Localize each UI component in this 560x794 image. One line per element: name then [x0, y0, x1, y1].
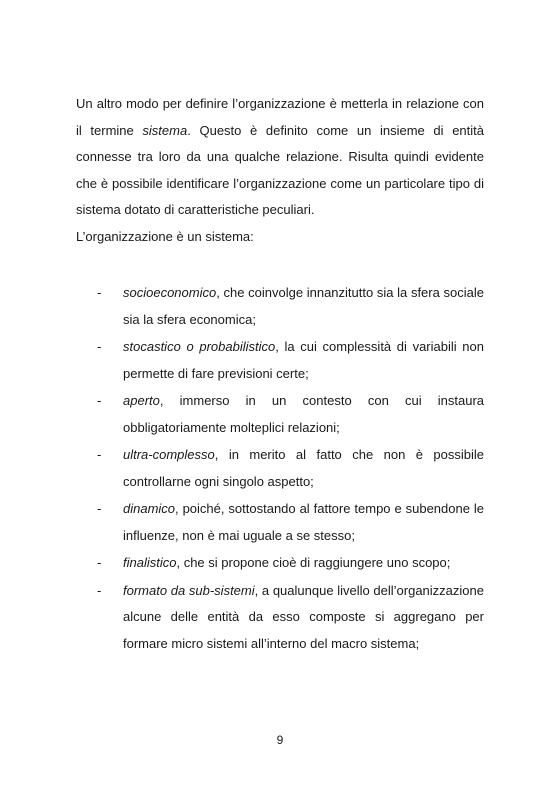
item-term: formato da sub-sistemi	[123, 582, 255, 598]
list-item-text	[123, 550, 484, 577]
list-item-text	[123, 280, 484, 333]
bullet-dash: -	[97, 339, 102, 354]
bullet-dash: -	[97, 501, 102, 516]
page-number: 9	[276, 733, 284, 747]
item-description: , poiché, sottostando al fattore tempo e subendone le influenze, non è mai uguale a se stesso;	[123, 501, 484, 543]
item-description: , in merito al fatto che non è possibile controllarne ogni singolo aspetto;	[123, 447, 484, 489]
list-item-text	[123, 334, 484, 387]
bullet-dash: -	[97, 447, 102, 462]
list-item-text	[123, 388, 484, 441]
list-item-text	[123, 496, 484, 549]
list-item	[0, 496, 560, 549]
list-item	[0, 280, 560, 333]
item-description: , che si propone cioè di raggiungere uno scopo;	[176, 555, 451, 570]
item-description: , la cui complessità di variabili non permette di fare previsioni certe;	[123, 339, 484, 381]
item-term: stocastico o probabilistico	[123, 339, 276, 354]
list-item-text	[123, 578, 484, 658]
paragraph-text-start: Un altro modo per definire l’organizzazione è metterla in relazione con il termine	[76, 96, 484, 138]
characteristics-list	[0, 280, 560, 658]
bullet-dash: -	[97, 582, 102, 598]
list-intro: L’organizzazione è un sistema:	[76, 229, 254, 244]
item-term: finalistico	[123, 555, 177, 570]
item-term: aperto	[123, 393, 160, 408]
list-item	[0, 550, 560, 577]
item-term: dinamico	[123, 501, 176, 516]
item-description: , immerso in un contesto con cui instaura obbligatoriamente molteplici relazioni;	[123, 393, 484, 435]
paragraph-text-end: . Questo è definito come un insieme di entità connesse tra loro da una qualche relazione. Risulta quindi evidente che è possibile identificare l’organizzazione come un particolare tipo di sistema dotato di caratteristiche peculiari.	[76, 122, 484, 217]
list-item	[0, 578, 560, 658]
item-term: socioeconomico	[123, 285, 217, 300]
list-item	[0, 442, 560, 495]
list-item-text	[123, 442, 484, 495]
list-item	[0, 334, 560, 387]
bullet-dash: -	[97, 393, 102, 408]
item-term: ultra-complesso	[123, 447, 215, 462]
bullet-dash: -	[97, 285, 102, 300]
item-description: , a qualunque livello dell’organizzazione alcune delle entità da esso composte si aggregano per formare micro sistemi all’interno del macro sistema;	[123, 582, 484, 651]
bullet-dash: -	[97, 555, 102, 570]
item-description: , che coinvolge innanzitutto sia la sfera sociale sia la sfera economica;	[123, 285, 484, 327]
paragraph-italic-term: sistema	[142, 122, 188, 138]
list-item	[0, 388, 560, 441]
body-paragraph	[76, 91, 484, 224]
